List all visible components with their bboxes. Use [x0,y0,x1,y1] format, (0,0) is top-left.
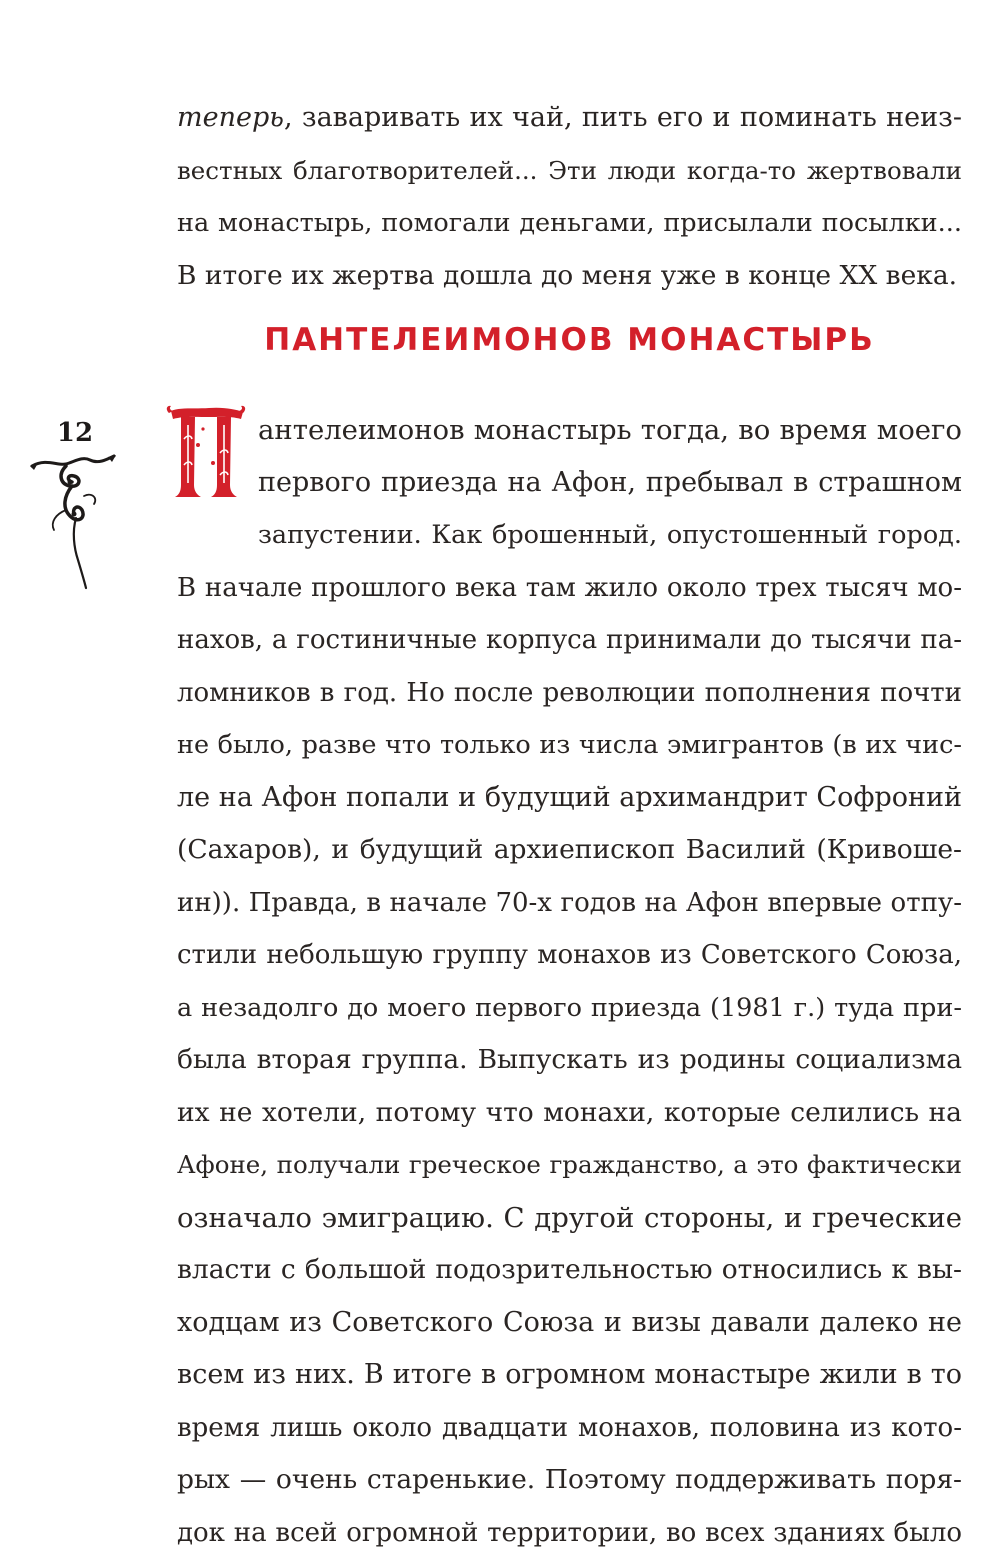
text-line: Афоне, получали греческое гражданство, а это фактически [177,1139,962,1192]
dropcap-paragraph-start [258,404,962,562]
intro-paragraph [177,92,962,302]
text-line: антелеимонов монастырь тогда, во время моего [258,404,962,457]
text-run: , заваривать их чай, пить его и поминать неиз- [284,102,962,133]
text-line: была вторая группа. Выпускать из родины социализма [177,1034,962,1087]
text-line: В начале прошлого века там жило около трех тысяч мо- [177,562,962,615]
text-line: власти с большой подозрительностью относились к вы- [177,1244,962,1297]
text-line: ходцам из Советского Союза и визы давали далеко не [177,1297,962,1350]
text-line: не было, разве что только из числа эмигрантов (в их чис- [177,719,962,772]
text-line: означало эмиграцию. С другой стороны, и греческие [177,1192,962,1245]
text-line: (Сахаров), и будущий архиепископ Василий (Кривоше- [177,824,962,877]
text-line: ин)). Правда, в начале 70-х годов на Афон впервые отпу- [177,877,962,930]
text-line: их не хотели, потому что монахи, которые селились на [177,1087,962,1140]
text-line: запустении. Как брошенный, опустошенный город. [258,509,962,562]
text-line: ломников в год. Но после революции пополнения почти [177,667,962,720]
text-run: В итоге их жертва дошла до меня уже в конце XX века. [177,260,957,291]
text-line: а незадолго до моего первого приезда (1981 г.) туда при- [177,982,962,1035]
text-line [177,92,962,145]
decorative-flourish-icon [28,452,118,592]
text-line: док на всей огромной территории, во всех зданиях было [177,1507,962,1559]
italic-word: теперь [177,102,284,133]
text-run: на монастырь, помогали деньгами, присылали посылки... [177,208,962,238]
text-line: всем из них. В итоге в огромном монастыре жили в то [177,1349,962,1402]
main-paragraph [177,562,962,1559]
text-line: рых — очень старенькие. Поэтому поддерживать поря- [177,1454,962,1507]
text-line [177,145,962,198]
section-title: ПАНТЕЛЕИМОНОВ МОНАСТЫРЬ [177,316,962,364]
text-line: нахов, а гостиничные корпуса принимали до тысячи па- [177,614,962,667]
text-line: ле на Афон попали и будущий архимандрит Софроний [177,772,962,825]
text-line: первого приезда на Афон, пребывал в страшном [258,457,962,510]
text-line: время лишь около двадцати монахов, половина из кото- [177,1402,962,1455]
page-number: 12 [40,418,110,448]
text-run: вестных благотворителей... Эти люди когда-то жертвовали [177,156,962,185]
text-line [177,197,962,250]
text-line: стили небольшую группу монахов из Советского Союза, [177,929,962,982]
dropcap-letter [165,403,247,498]
text-line [177,250,962,303]
